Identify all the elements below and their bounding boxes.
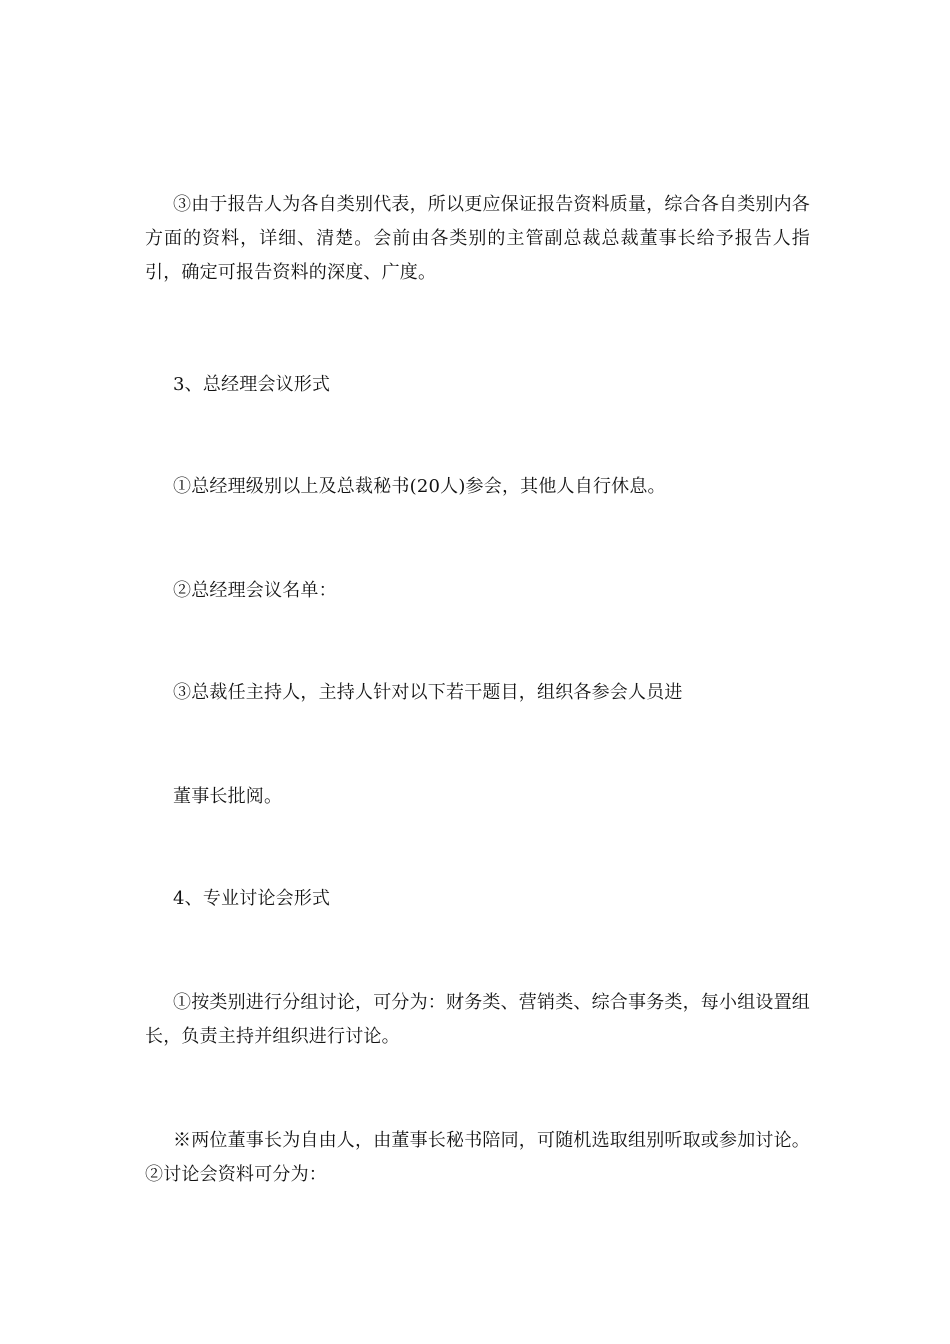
paragraph-attendees: ①总经理级别以上及总裁秘书(20人)参会，其他人自行休息。: [173, 476, 666, 497]
paragraph-host: ③总裁任主持人，主持人针对以下若干题目，组织各参会人员进: [173, 682, 683, 703]
heading-professional-discussion: 4、专业讨论会形式: [173, 888, 331, 909]
paragraph-group-discussion: ①按类别进行分组讨论，可分为：财务类、营销类、综合事务类，每小组设置组长，负责主持并组织进行讨论。: [145, 992, 810, 1047]
paragraph-report-quality: ③由于报告人为各自类别代表，所以更应保证报告资料质量，综合各自类别内各方面的资料，详细、清楚。会前由各类别的主管副总裁总裁董事长给予报告人指引，确定可报告资料的深度、广度。: [145, 194, 810, 283]
heading-general-manager-meeting: 3、总经理会议形式: [173, 374, 331, 395]
paragraph-attendee-list: ②总经理会议名单：: [173, 580, 337, 601]
paragraph-chairman-free: ※两位董事长为自由人，由董事长秘书陪同，可随机选取组别听取或参加讨论。②讨论会资料可分为：: [145, 1130, 810, 1185]
paragraph-chairman-review: 董事长批阅。: [173, 786, 283, 807]
